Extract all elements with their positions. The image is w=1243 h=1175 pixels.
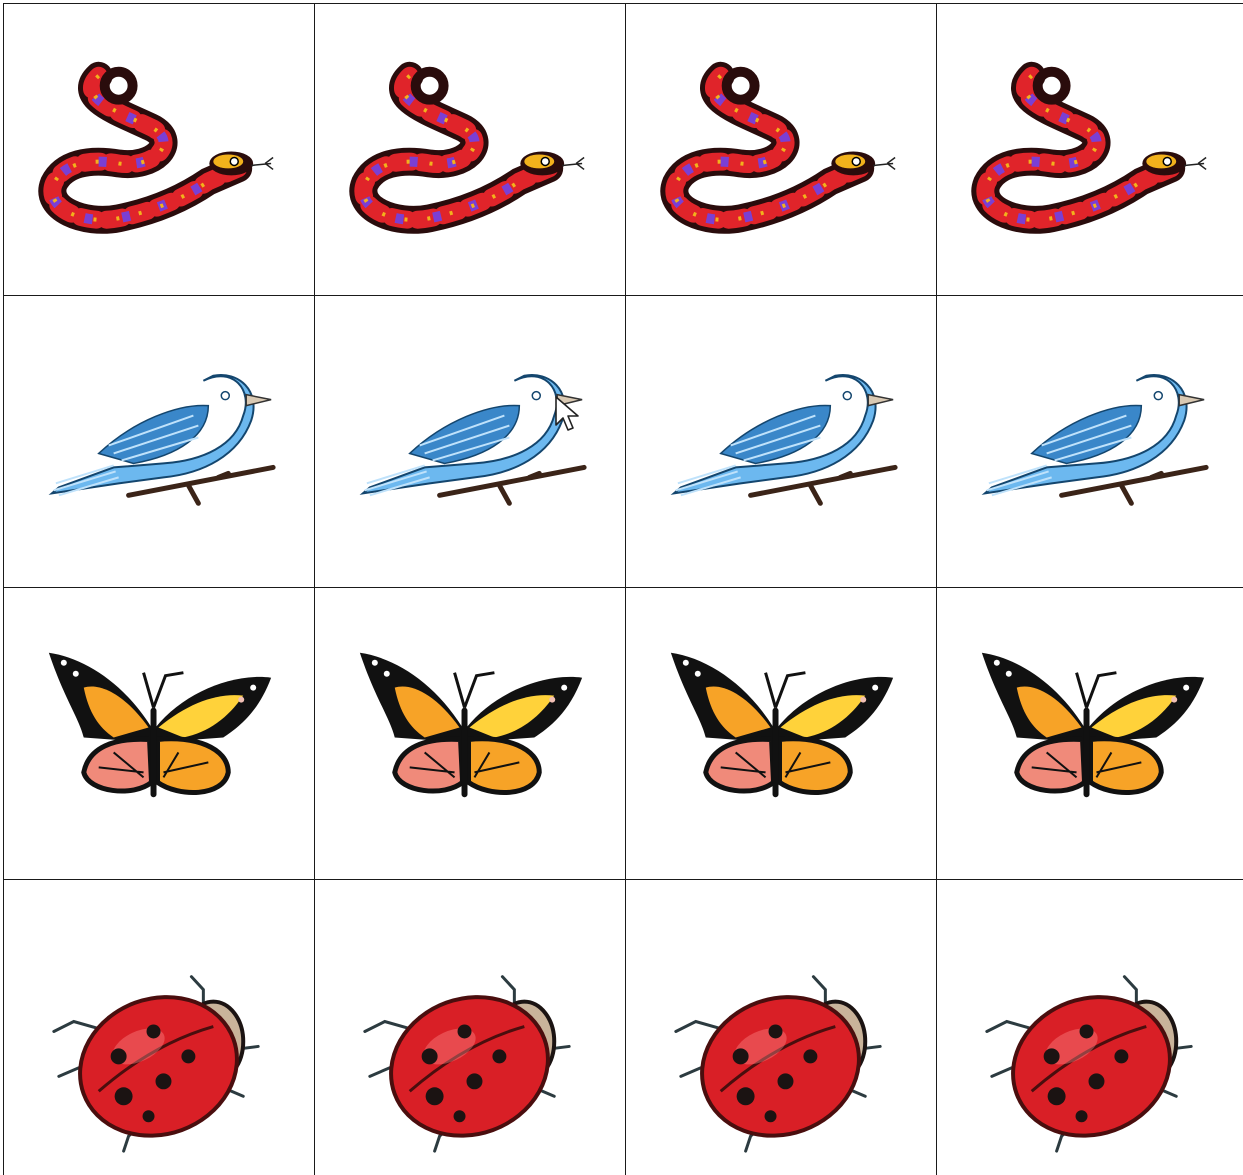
bird-icon [937,296,1243,587]
butterfly-icon [4,588,314,879]
grid-cell-r3-c2[interactable] [314,587,625,879]
ladybug-icon [626,880,936,1175]
grid-cell-r3-c3[interactable] [625,587,936,879]
snake-icon [937,4,1243,295]
butterfly-icon [626,588,936,879]
grid-cell-r2-c4[interactable] [936,295,1243,587]
grid-cell-r4-c1[interactable] [3,879,314,1175]
snake-icon [315,4,625,295]
grid-cell-r2-c3[interactable] [625,295,936,587]
butterfly-icon [937,588,1243,879]
bird-icon [315,296,625,587]
snake-icon [4,4,314,295]
grid-cell-r3-c1[interactable] [3,587,314,879]
snake-icon [626,4,936,295]
grid-cell-r1-c1[interactable] [3,3,314,295]
image-selection-grid [3,3,1243,1175]
butterfly-icon [315,588,625,879]
grid-cell-r1-c3[interactable] [625,3,936,295]
grid-cell-r1-c4[interactable] [936,3,1243,295]
grid-cell-r2-c1[interactable] [3,295,314,587]
bird-icon [626,296,936,587]
ladybug-icon [937,880,1243,1175]
grid-cell-r4-c4[interactable] [936,879,1243,1175]
ladybug-icon [315,880,625,1175]
bird-icon [4,296,314,587]
grid-cell-r4-c2[interactable] [314,879,625,1175]
grid-cell-r1-c2[interactable] [314,3,625,295]
grid-cell-r2-c2[interactable] [314,295,625,587]
ladybug-icon [4,880,314,1175]
grid-cell-r3-c4[interactable] [936,587,1243,879]
grid-cell-r4-c3[interactable] [625,879,936,1175]
